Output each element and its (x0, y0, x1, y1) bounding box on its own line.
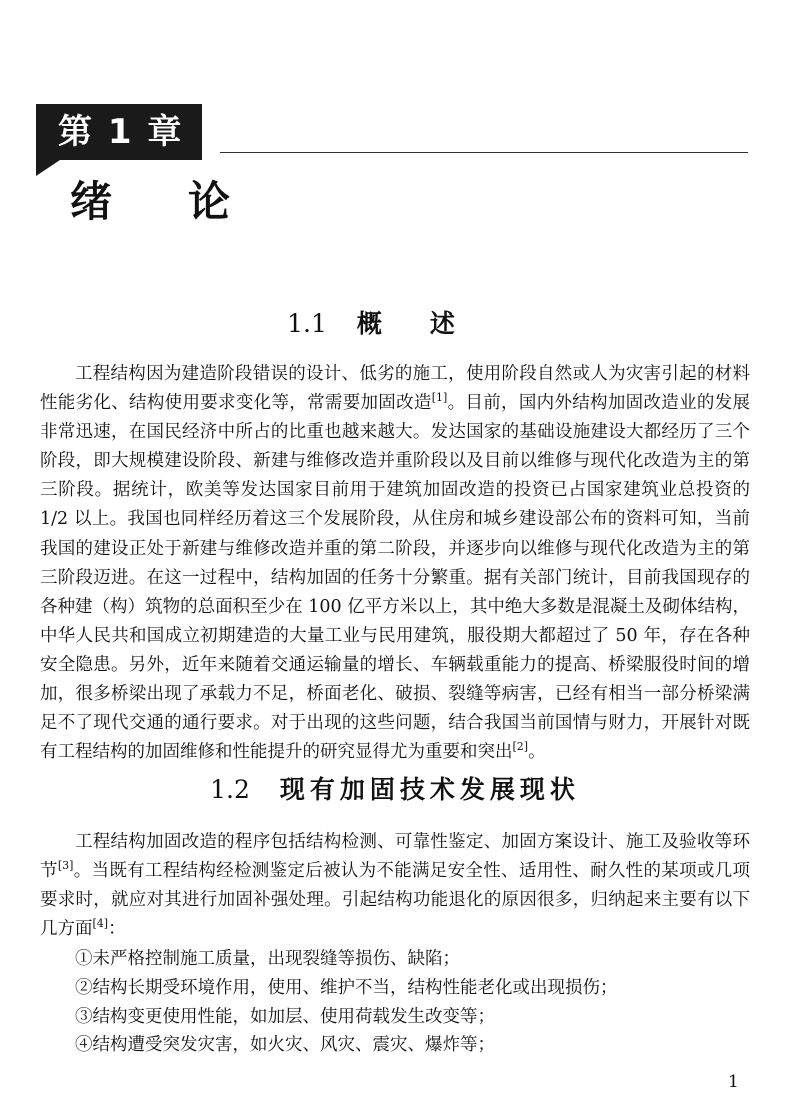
paragraph-text: 。 (528, 742, 546, 763)
chapter-title: 绪论 (70, 177, 307, 226)
citation: [1] (431, 391, 448, 405)
section-title-text: 现有加固技术发展现状 (279, 775, 580, 804)
chapter-label-tail (36, 160, 60, 176)
citation: [4] (92, 917, 109, 931)
degradation-causes-list (40, 945, 750, 1060)
section-title-text: 概述 (356, 309, 503, 338)
section-number: 1.2 (210, 775, 250, 804)
list-item: ④结构遭受突发灾害，如火灾、风灾、震灾、爆炸等； (75, 1035, 495, 1056)
citation: [3] (57, 859, 74, 873)
citation: [2] (512, 740, 529, 754)
paragraph-text: 工程结构加固改造的程序包括结构检测、可靠性鉴定、加固方案设计、施工及验收等环节 (40, 832, 750, 882)
page-number: 1 (728, 1072, 739, 1092)
paragraph-text: 工程结构因为建造阶段错误的设计、低劣的施工，使用阶段自然或人为灾害引起的材料性能劣化、结构使用要求变化等，常需要加固改造 (40, 364, 750, 414)
paragraph-text: ： (108, 919, 126, 940)
chapter-header-rule (220, 152, 748, 153)
list-item: ③结构变更使用性能，如加层、使用荷载发生改变等； (75, 1006, 495, 1027)
list-item: ①未严格控制施工质量，出现裂缝等损伤、缺陷； (75, 949, 460, 969)
list-item: ②结构长期受环境作用，使用、维护不当，结构性能老化或出现损伤； (75, 977, 618, 998)
paragraph-reinforcement (40, 828, 750, 944)
section-number: 1.1 (287, 309, 327, 338)
section-heading-1-2 (0, 770, 790, 806)
section-heading-1-1 (0, 304, 790, 340)
chapter-label: 第 1 章 (58, 112, 184, 152)
paragraph-overview (40, 360, 750, 767)
paragraph-text: 。目前，国内外结构加固改造业的发展非常迅速，在国民经济中所占的比重也越来越大。发达国家的基础设施建设大都经历了三个阶段，即大规模建设阶段、新建与维修改造并重阶段以及目前以维修与现代化改造为主的第三阶段。据统计，欧美等发达国家目前用于建筑加固改造的投资已占国家建筑业总投资的 1/2 以上。我国也同样经历着这三个发展阶段，从住房和城乡建设部公布的资料可知，当前我国的建设正处于新建与维修改造并重的第二阶段，并逐步向以维修与现代化改造为主的第三阶段迈进。在这一过程中，结构加固的任务十分繁重。据有关部门统计，目前我国现存的各种建（构）筑物的总面积至少在 100 亿平方米以上，其中绝大多数是混凝土及砌体结构，中华人民共和国成立初期建造的大量工业与民用建筑，服役期大都超过了 50 年，存在各种安全隐患。另外，近年来随着交通运输量的增长、车辆载重能力的提高、桥梁服役时间的增加，很多桥梁出现了承载力不足，桥面老化、破损、裂缝等病害，已经有相当一部分桥梁满足不了现代交通的通行要求。对于出现的这些问题，结合我国当前国情与财力，开展针对既有工程结构的加固维修和性能提升的研究显得尤为重要和突出 (40, 393, 751, 763)
paragraph-text: 。当既有工程结构经检测鉴定后被认为不能满足安全性、适用性、耐久性的某项或几项要求时，就应对其进行加固补强处理。引起结构功能退化的原因很多，归纳起来主要有以下几方面 (40, 861, 751, 940)
